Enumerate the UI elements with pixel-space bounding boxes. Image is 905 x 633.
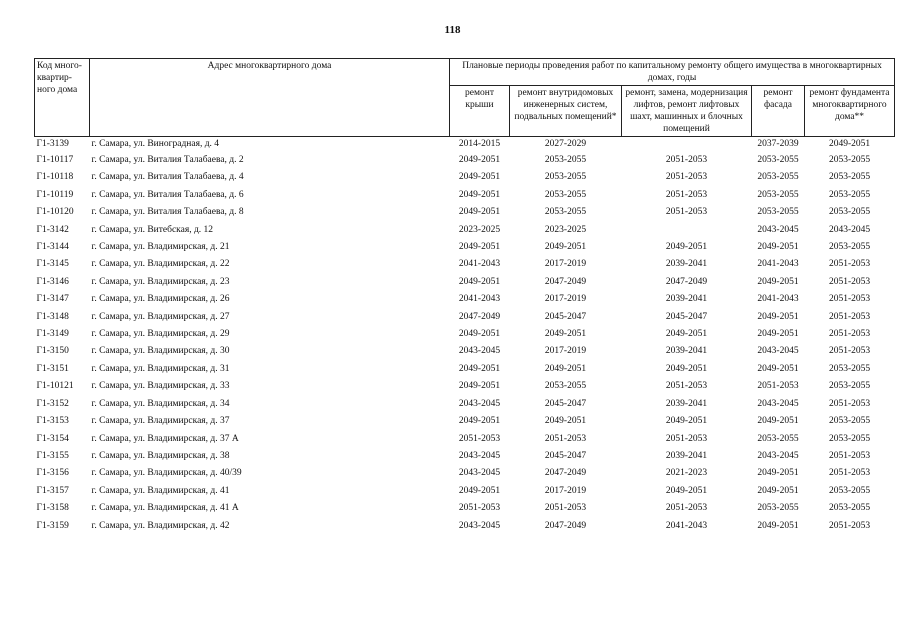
- cell-lifts: 2051-2053: [665, 381, 708, 392]
- cell-engineering: 2053-2055: [544, 172, 587, 183]
- cell-facade: 2041-2043: [757, 259, 799, 270]
- table-row: [35, 431, 895, 448]
- cell-engineering: 2051-2053: [544, 503, 587, 514]
- cell-code: Г1-3142: [36, 224, 69, 235]
- cell-engineering: 2049-2051: [544, 242, 587, 253]
- cell-address: г. Самара, ул. Владимирская, д. 42: [91, 520, 230, 531]
- cell-roof: 2023-2025: [458, 224, 501, 235]
- cell-code: Г1-3144: [36, 242, 69, 253]
- cell-facade: 2049-2051: [757, 311, 799, 322]
- cell-address: г. Самара, ул. Владимирская, д. 26: [91, 294, 230, 305]
- cell-lifts: 2047-2049: [665, 276, 708, 287]
- cell-address: г. Самара, ул. Владимирская, д. 41: [91, 485, 230, 496]
- cell-engineering: 2017-2019: [544, 485, 587, 496]
- cell-facade: 2043-2045: [757, 398, 799, 409]
- cell-facade: 2049-2051: [757, 468, 799, 479]
- cell-facade: 2043-2045: [757, 224, 799, 235]
- cell-facade: 2053-2055: [757, 207, 799, 218]
- cell-roof: 2049-2051: [458, 381, 501, 392]
- cell-foundation: 2053-2055: [828, 503, 871, 514]
- cell-address: г. Самара, ул. Владимирская, д. 22: [91, 259, 230, 270]
- cell-lifts: 2051-2053: [665, 433, 708, 444]
- cell-facade: 2053-2055: [757, 503, 799, 514]
- cell-code: Г1-10117: [36, 155, 74, 165]
- cell-foundation: 2051-2053: [828, 520, 871, 531]
- cell-lifts: 2051-2053: [665, 155, 708, 165]
- cell-lifts: 2051-2053: [665, 207, 708, 218]
- repair-schedule-table: [34, 58, 895, 535]
- cell-engineering: 2045-2047: [544, 450, 587, 461]
- cell-engineering: 2051-2053: [544, 433, 587, 444]
- cell-code: Г1-3150: [36, 346, 69, 357]
- cell-foundation: 2049-2051: [828, 139, 871, 149]
- cell-lifts: 2049-2051: [665, 242, 708, 253]
- cell-lifts: 2039-2041: [665, 259, 708, 270]
- cell-address: г. Самара, ул. Виталия Талабаева, д. 2: [91, 155, 244, 165]
- table-row: [35, 343, 895, 360]
- cell-roof: 2043-2045: [458, 398, 501, 409]
- cell-engineering: 2017-2019: [544, 294, 587, 305]
- cell-roof: 2014-2015: [458, 139, 501, 149]
- cell-code: Г1-10118: [36, 172, 74, 183]
- cell-engineering: 2049-2051: [544, 363, 587, 374]
- cell-foundation: 2053-2055: [828, 433, 871, 444]
- cell-facade: 2041-2043: [757, 294, 799, 305]
- table-row: [35, 239, 895, 256]
- cell-engineering: 2049-2051: [544, 329, 587, 340]
- cell-foundation: 2043-2045: [828, 224, 871, 235]
- cell-address: г. Самара, ул. Виталия Талабаева, д. 4: [91, 172, 244, 183]
- cell-roof: 2043-2045: [458, 450, 501, 461]
- cell-address: г. Самара, ул. Владимирская, д. 41 А: [91, 503, 239, 514]
- cell-engineering: 2047-2049: [544, 276, 587, 287]
- table-row: [35, 204, 895, 221]
- cell-roof: 2049-2051: [458, 189, 501, 200]
- cell-foundation: 2053-2055: [828, 381, 871, 392]
- cell-lifts: 2049-2051: [665, 416, 708, 427]
- cell-foundation: 2051-2053: [828, 276, 871, 287]
- cell-facade: 2049-2051: [757, 416, 799, 427]
- cell-lifts: 2039-2041: [665, 450, 708, 461]
- cell-engineering: 2053-2055: [544, 381, 587, 392]
- cell-lifts: 2051-2053: [665, 172, 708, 183]
- cell-code: Г1-3156: [36, 468, 69, 479]
- cell-foundation: 2051-2053: [828, 311, 871, 322]
- cell-facade: 2049-2051: [757, 520, 799, 531]
- cell-address: г. Самара, ул. Владимирская, д. 37 А: [91, 433, 239, 444]
- cell-roof: 2049-2051: [458, 485, 501, 496]
- cell-lifts: 2039-2041: [665, 294, 708, 305]
- header-engineering: ремонт внутридомовых инженерных систем, подвальных помещений*: [510, 86, 622, 137]
- cell-facade: 2053-2055: [757, 189, 799, 200]
- cell-code: Г1-3145: [36, 259, 69, 270]
- table-row: [35, 378, 895, 395]
- table-row: [35, 187, 895, 204]
- header-periods: Плановые периоды проведения работ по капитальному ремонту общего имущества в многоквартирных домах, годы: [450, 59, 895, 86]
- cell-foundation: 2053-2055: [828, 485, 871, 496]
- cell-foundation: 2053-2055: [828, 155, 871, 165]
- cell-code: Г1-3152: [36, 398, 69, 409]
- cell-facade: 2049-2051: [757, 363, 799, 374]
- cell-lifts: 2051-2053: [665, 503, 708, 514]
- cell-facade: 2053-2055: [757, 433, 799, 444]
- cell-code: Г1-3147: [36, 294, 69, 305]
- cell-address: г. Самара, ул. Владимирская, д. 37: [91, 416, 230, 427]
- cell-engineering: 2045-2047: [544, 398, 587, 409]
- cell-roof: 2043-2045: [458, 468, 501, 479]
- cell-code: Г1-10121: [36, 381, 74, 392]
- cell-code: Г1-3157: [36, 485, 69, 496]
- cell-address: г. Самара, ул. Владимирская, д. 34: [91, 398, 230, 409]
- cell-address: г. Самара, ул. Владимирская, д. 30: [91, 346, 230, 357]
- cell-lifts: 2049-2051: [665, 363, 708, 374]
- cell-engineering: 2049-2051: [544, 416, 587, 427]
- header-lifts: ремонт, замена, модернизация лифтов, ремонт лифтовых шахт, машинных и блочных помещений: [622, 86, 752, 137]
- cell-roof: 2049-2051: [458, 276, 501, 287]
- cell-foundation: 2053-2055: [828, 242, 871, 253]
- cell-address: г. Самара, ул. Владимирская, д. 31: [91, 363, 230, 374]
- cell-code: Г1-10119: [36, 189, 74, 200]
- cell-engineering: 2017-2019: [544, 259, 587, 270]
- cell-foundation: 2051-2053: [828, 468, 871, 479]
- cell-engineering: 2053-2055: [544, 155, 587, 165]
- cell-engineering: 2053-2055: [544, 207, 587, 218]
- cell-engineering: 2027-2029: [544, 139, 587, 149]
- cell-code: Г1-3159: [36, 520, 69, 531]
- cell-address: г. Самара, ул. Витебская, д. 12: [91, 224, 214, 235]
- cell-code: Г1-10120: [36, 207, 74, 218]
- cell-address: г. Самара, ул. Виноградная, д. 4: [91, 139, 220, 149]
- cell-address: г. Самара, ул. Виталия Талабаева, д. 8: [91, 207, 244, 218]
- cell-roof: 2051-2053: [458, 433, 501, 444]
- cell-address: г. Самара, ул. Владимирская, д. 33: [91, 381, 230, 392]
- header-roof: ремонт крыши: [450, 86, 510, 137]
- table-row: [35, 222, 895, 239]
- cell-foundation: 2053-2055: [828, 172, 871, 183]
- table-row: [35, 137, 895, 153]
- cell-engineering: 2023-2025: [544, 224, 587, 235]
- cell-facade: 2053-2055: [757, 172, 799, 183]
- cell-lifts: 2021-2023: [665, 468, 708, 479]
- table-row: [35, 396, 895, 413]
- cell-lifts: 2039-2041: [665, 346, 708, 357]
- cell-address: г. Самара, ул. Владимирская, д. 38: [91, 450, 230, 461]
- header-facade: ремонт фасада: [752, 86, 805, 137]
- cell-engineering: 2017-2019: [544, 346, 587, 357]
- header-foundation: ремонт фундамента многоквартирного дома**: [805, 86, 895, 137]
- cell-lifts: 2049-2051: [665, 329, 708, 340]
- cell-facade: 2043-2045: [757, 450, 799, 461]
- cell-roof: 2049-2051: [458, 329, 501, 340]
- header-address: Адрес многоквартирного дома: [90, 59, 450, 137]
- table-row: [35, 361, 895, 378]
- cell-foundation: 2051-2053: [828, 398, 871, 409]
- cell-roof: 2049-2051: [458, 242, 501, 253]
- table-row: [35, 500, 895, 517]
- table-body: [35, 137, 895, 535]
- cell-lifts: 2045-2047: [665, 311, 708, 322]
- cell-code: Г1-3153: [36, 416, 69, 427]
- cell-roof: 2049-2051: [458, 363, 501, 374]
- cell-lifts: 2041-2043: [665, 520, 708, 531]
- cell-facade: 2053-2055: [757, 155, 799, 165]
- table-row: [35, 291, 895, 308]
- header-code: Код много-квартир-ного дома: [35, 59, 90, 137]
- cell-engineering: 2053-2055: [544, 189, 587, 200]
- cell-foundation: 2053-2055: [828, 363, 871, 374]
- table-row: [35, 465, 895, 482]
- cell-roof: 2047-2049: [458, 311, 501, 322]
- table-row: [35, 413, 895, 430]
- cell-foundation: 2053-2055: [828, 189, 871, 200]
- cell-roof: 2049-2051: [458, 155, 501, 165]
- cell-facade: 2049-2051: [757, 485, 799, 496]
- cell-roof: 2049-2051: [458, 172, 501, 183]
- table-row: [35, 326, 895, 343]
- cell-facade: 2049-2051: [757, 242, 799, 253]
- cell-facade: 2043-2045: [757, 346, 799, 357]
- cell-roof: 2051-2053: [458, 503, 501, 514]
- cell-address: г. Самара, ул. Владимирская, д. 23: [91, 276, 230, 287]
- cell-facade: 2037-2039: [757, 139, 799, 149]
- cell-code: Г1-3149: [36, 329, 69, 340]
- cell-lifts: 2039-2041: [665, 398, 708, 409]
- cell-lifts: [622, 222, 752, 239]
- cell-foundation: 2053-2055: [828, 207, 871, 218]
- cell-engineering: 2047-2049: [544, 468, 587, 479]
- cell-roof: 2041-2043: [458, 294, 501, 305]
- cell-address: г. Самара, ул. Владимирская, д. 27: [91, 311, 230, 322]
- cell-code: Г1-3148: [36, 311, 69, 322]
- cell-roof: 2041-2043: [458, 259, 501, 270]
- cell-lifts: 2049-2051: [665, 485, 708, 496]
- table-row: [35, 309, 895, 326]
- cell-foundation: 2051-2053: [828, 346, 871, 357]
- table-row: [35, 274, 895, 291]
- cell-roof: 2043-2045: [458, 346, 501, 357]
- cell-foundation: 2053-2055: [828, 416, 871, 427]
- cell-address: г. Самара, ул. Владимирская, д. 29: [91, 329, 230, 340]
- cell-facade: 2051-2053: [757, 381, 799, 392]
- table-row: [35, 169, 895, 186]
- table-row: [35, 256, 895, 273]
- cell-roof: 2043-2045: [458, 520, 501, 531]
- cell-facade: 2049-2051: [757, 276, 799, 287]
- cell-address: г. Самара, ул. Виталия Талабаева, д. 6: [91, 189, 244, 200]
- cell-foundation: 2051-2053: [828, 294, 871, 305]
- cell-roof: 2049-2051: [458, 416, 501, 427]
- cell-foundation: 2051-2053: [828, 329, 871, 340]
- cell-lifts: [622, 137, 752, 153]
- cell-code: Г1-3146: [36, 276, 69, 287]
- cell-code: Г1-3155: [36, 450, 69, 461]
- cell-code: Г1-3139: [36, 139, 69, 149]
- cell-address: г. Самара, ул. Владимирская, д. 21: [91, 242, 230, 253]
- cell-lifts: 2051-2053: [665, 189, 708, 200]
- cell-foundation: 2051-2053: [828, 450, 871, 461]
- table-row: [35, 518, 895, 535]
- cell-engineering: 2047-2049: [544, 520, 587, 531]
- cell-code: Г1-3158: [36, 503, 69, 514]
- cell-engineering: 2045-2047: [544, 311, 587, 322]
- cell-roof: 2049-2051: [458, 207, 501, 218]
- cell-foundation: 2051-2053: [828, 259, 871, 270]
- table-row: [35, 483, 895, 500]
- table-row: [35, 152, 895, 169]
- cell-facade: 2049-2051: [757, 329, 799, 340]
- cell-code: Г1-3151: [36, 363, 69, 374]
- table-row: [35, 448, 895, 465]
- cell-code: Г1-3154: [36, 433, 69, 444]
- table-header: [35, 59, 895, 137]
- cell-address: г. Самара, ул. Владимирская, д. 40/39: [91, 468, 242, 479]
- page-number: 118: [444, 24, 461, 36]
